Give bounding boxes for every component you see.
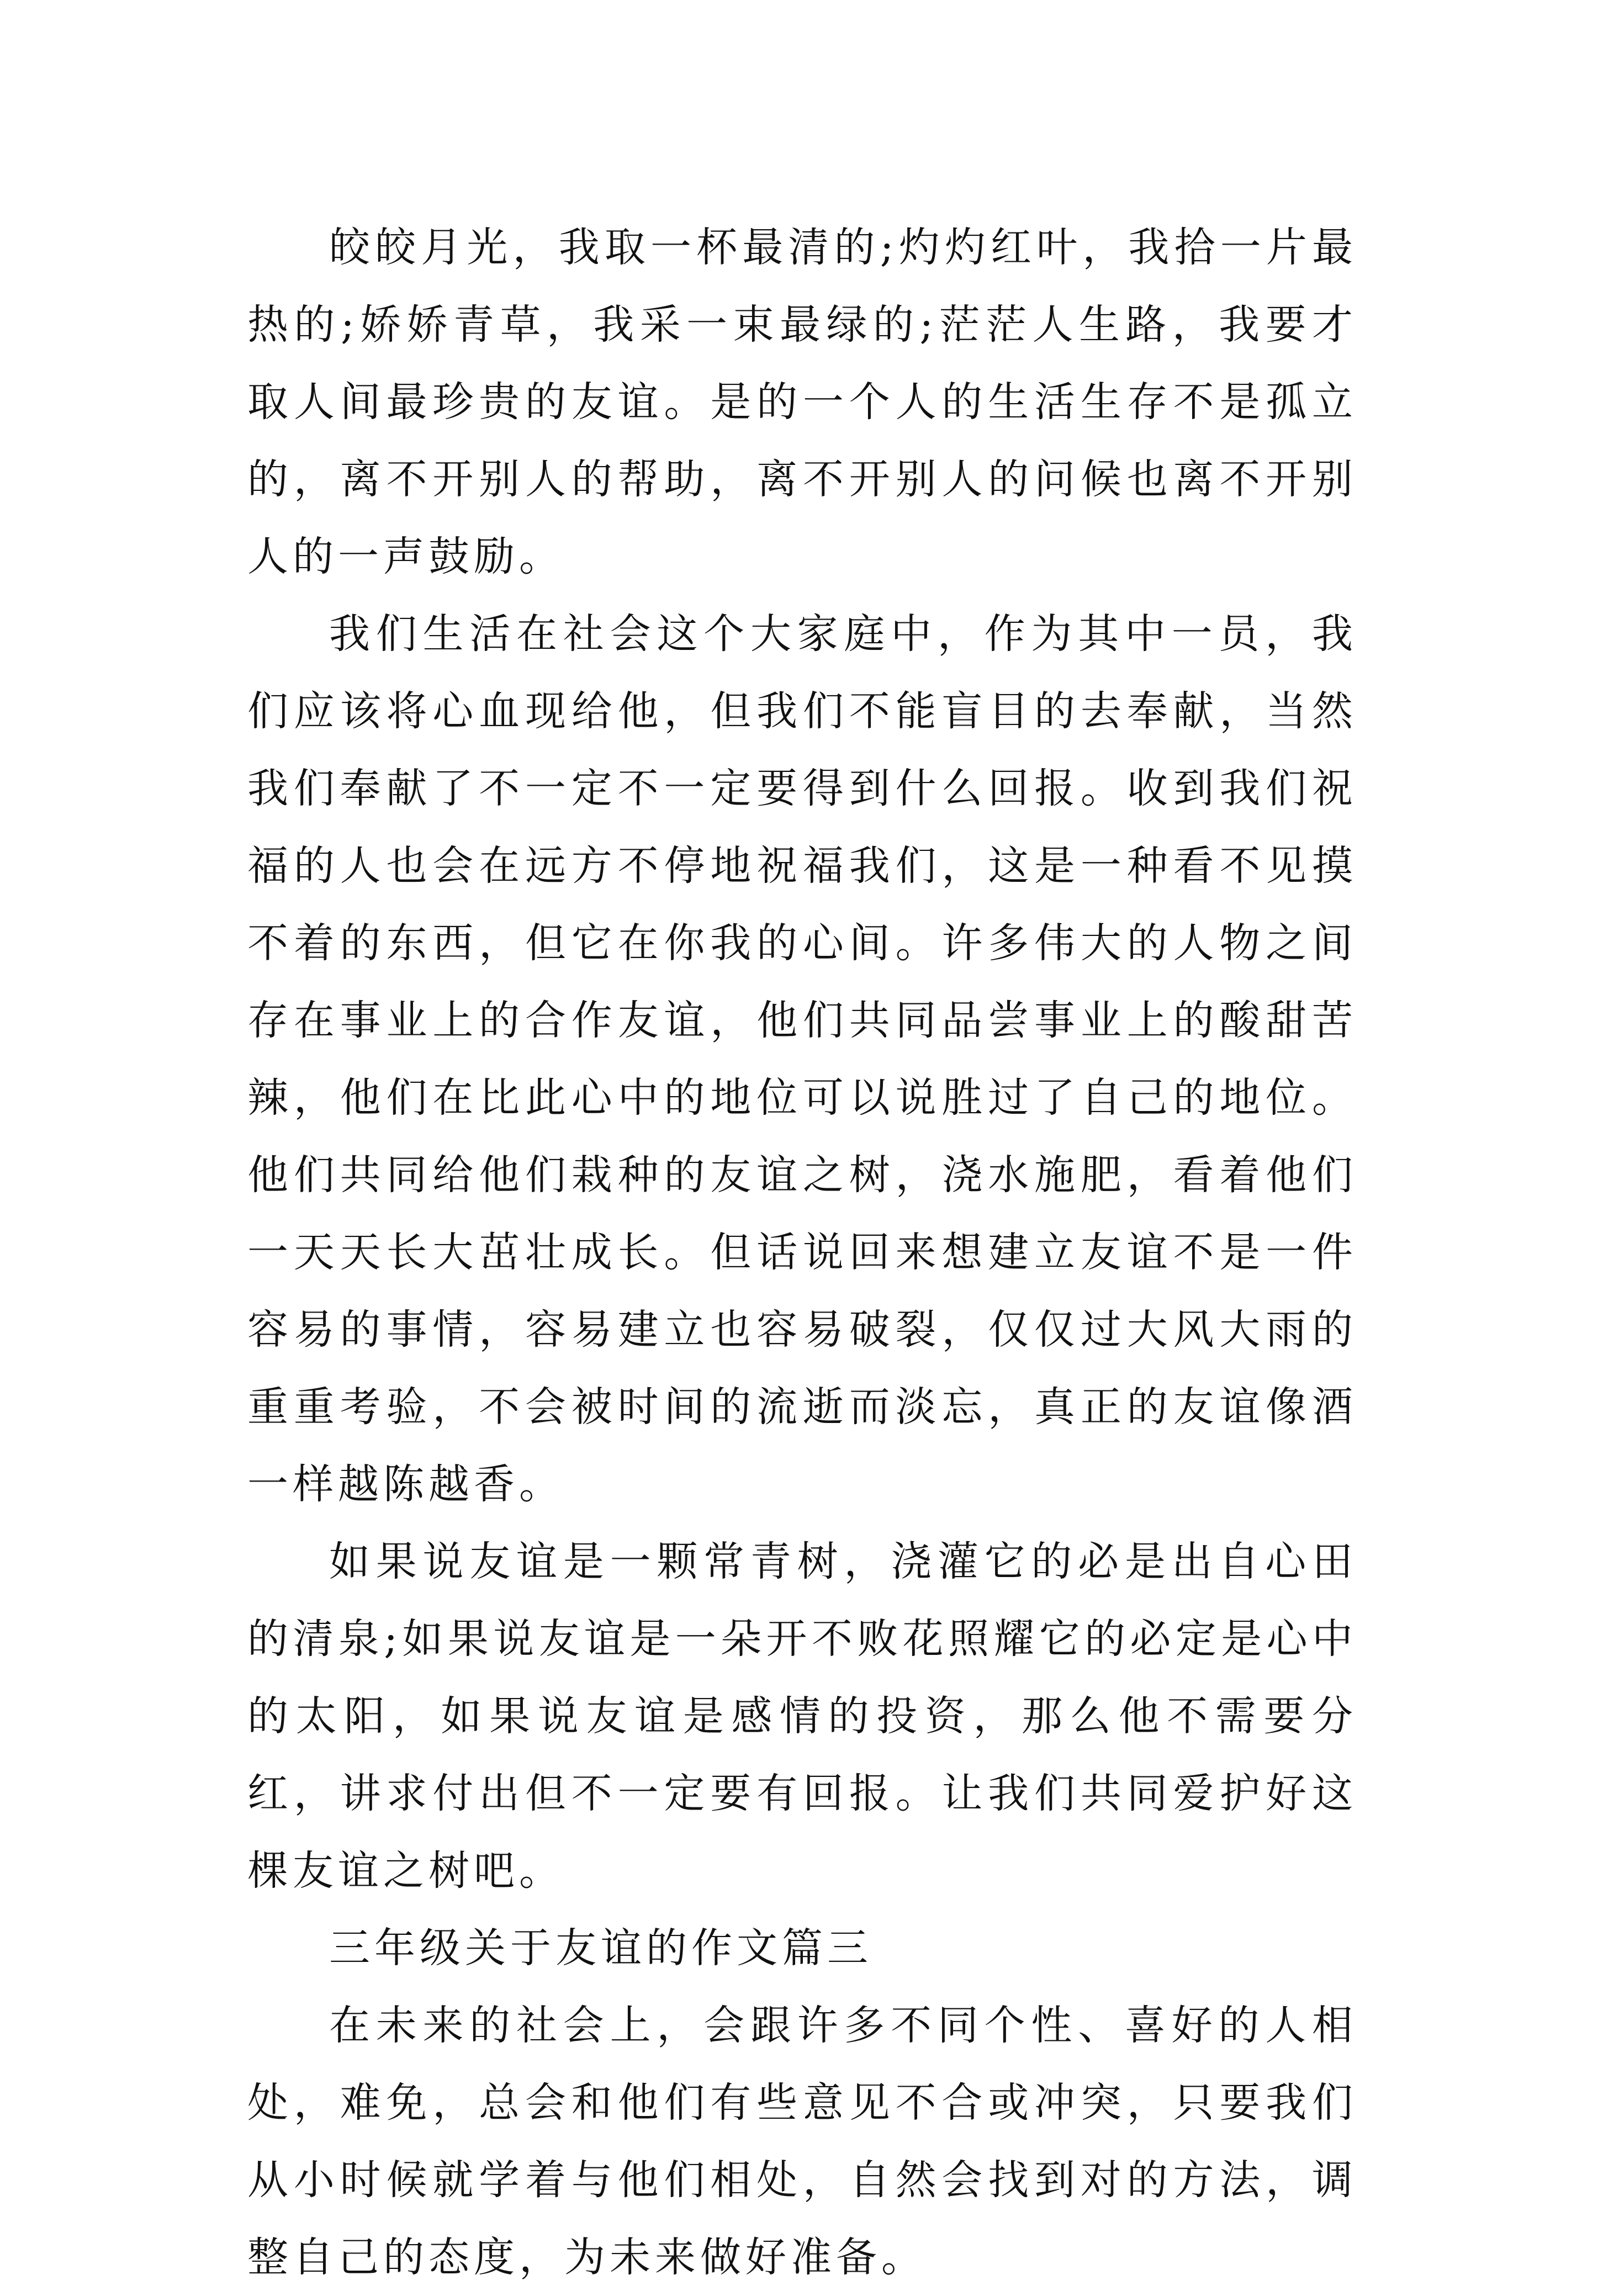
paragraph-society: 我们生活在社会这个大家庭中，作为其中一员，我们应该将心血现给他，但我们不能盲目的去奉献，当然我们奉献了不一定不一定要得到什么回报。收到我们祝福的人也会在远方不停地祝福我们，这是一种看不见摸不着的东西，但它在你我的心间。许多伟大的人物之间存在事业上的合作友谊，他们共同品尝事业上的酸甜苦辣，他们在比此心中的地位可以说胜过了自己的地位。他们共同给他们栽种的友谊之树，浇水施肥，看着他们一天天长大茁壮成长。但话说回来想建立友谊不是一件容易的事情，容易建立也容易破裂，仅仅过大风大雨的重重考验，不会被时间的流逝而淡忘，真正的友谊像酒一样越陈越香。 [247, 610, 1357, 1508]
paragraph-moonlight: 皎皎月光，我取一杯最清的;灼灼红叶，我拾一片最热的;娇娇青草，我采一束最绿的;茫茫人生路，我要才取人间最珍贵的友谊。是的一个人的生活生存不是孤立的，离不开别人的帮助，离不开别人的问候也离不开别人的一声鼓励。 [247, 224, 1357, 580]
paragraph-evergreen: 如果说友谊是一颗常青树，浇灌它的必是出自心田的清泉;如果说友谊是一朵开不败花照耀它的必定是心中的太阳，如果说友谊是感情的投资，那么他不需要分红，讲求付出但不一定要有回报。让我们共同爱护好这棵友谊之树吧。 [247, 1538, 1357, 1895]
section-heading: 三年级关于友谊的作文篇三 [329, 1924, 872, 1972]
essay-body [247, 209, 1357, 2296]
paragraph-future: 在未来的社会上，会跟许多不同个性、喜好的人相处，难免，总会和他们有些意见不合或冲突，只要我们从小时候就学着与他们相处，自然会找到对的方法，调整自己的态度，为未来做好准备。 [247, 2002, 1357, 2281]
